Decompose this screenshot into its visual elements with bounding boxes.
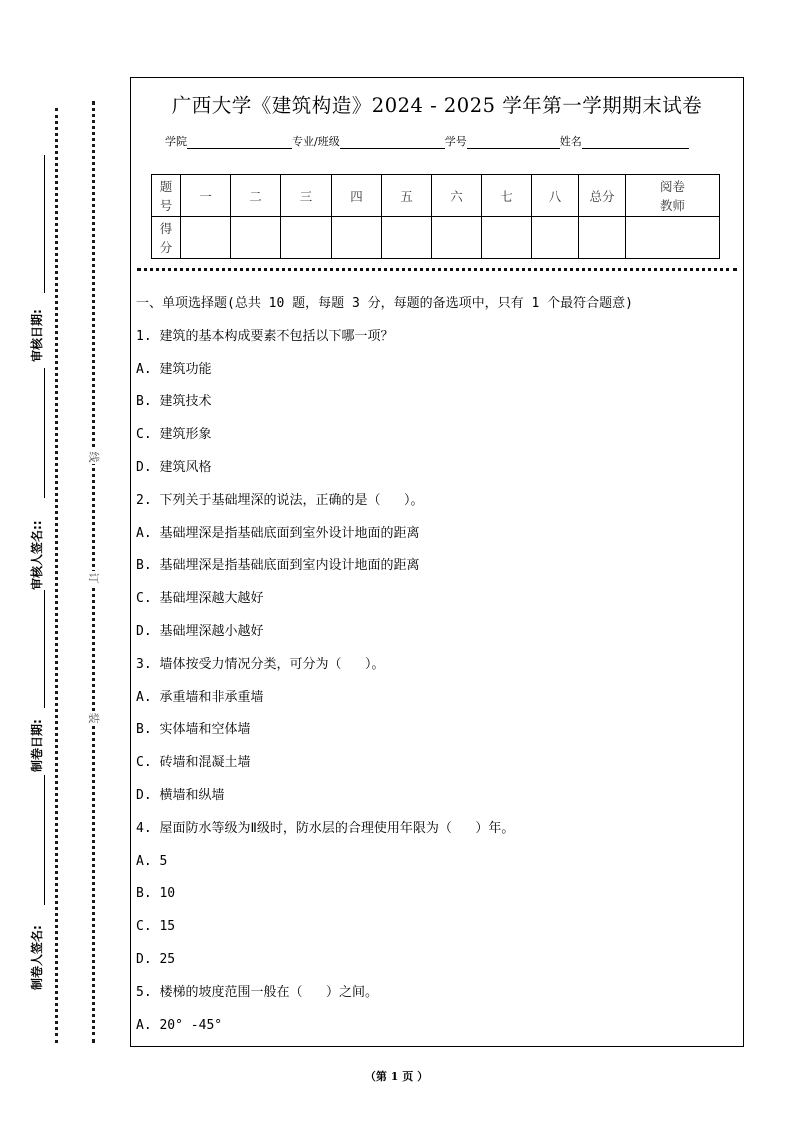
binding-mark-ding: 订 <box>87 572 100 584</box>
question-5: 5. 楼梯的坡度范围一般在（ ）之间。 <box>136 984 378 1000</box>
col-header-grading-teacher: 阅卷 教师 <box>626 175 720 217</box>
row-header-score: 得 分 <box>152 217 181 259</box>
question-2-option-c: C. 基础埋深越大越好 <box>136 591 264 607</box>
name-field[interactable] <box>582 136 689 149</box>
question-1-option-a: A. 建筑功能 <box>136 361 212 377</box>
question-3-option-d: D. 横墙和纵墙 <box>136 787 225 803</box>
score-table-header-row <box>152 175 720 217</box>
question-1: 1. 建筑的基本构成要素不包括以下哪一项？ <box>136 328 394 344</box>
question-1-option-b: B. 建筑技术 <box>136 394 212 410</box>
question-3-option-b: B. 实体墙和空体墙 <box>136 722 251 738</box>
section-heading: 一、单项选择题(总共 10 题，每题 3 分，每题的备选项中，只有 1 个最符合题意) <box>136 296 633 311</box>
col-header-4: 四 <box>332 175 382 217</box>
score-cell-2[interactable] <box>231 217 281 259</box>
exam-title: 广西大学《建筑构造》2024 - 2025 学年第一学期期末试卷 <box>171 94 703 117</box>
name-label: 姓名 <box>559 135 582 148</box>
binding-mark-xian: 线 <box>87 451 100 463</box>
col-header-total: 总分 <box>579 175 626 217</box>
question-4-option-d: D. 25 <box>136 951 176 967</box>
score-table-score-row <box>152 217 720 259</box>
reviewer-signature-line[interactable] <box>44 368 45 498</box>
score-cell-8[interactable] <box>532 217 579 259</box>
question-3-option-a: A. 承重墙和非承重墙 <box>136 689 264 705</box>
question-2-option-b: B. 基础埋深是指基础底面到室内设计地面的距离 <box>136 558 420 574</box>
major-class-label: 专业/班级 <box>292 135 340 148</box>
question-5-option-a: A. 20° -45° <box>136 1017 223 1033</box>
score-cell-3[interactable] <box>281 217 332 259</box>
question-2-option-a: A. 基础埋深是指基础底面到室外设计地面的距离 <box>136 525 420 541</box>
col-header-8: 八 <box>532 175 579 217</box>
question-1-option-c: C. 建筑形象 <box>136 427 212 443</box>
row-header-question-no: 题 号 <box>152 175 181 217</box>
col-header-2: 二 <box>231 175 281 217</box>
page-number: （第 1 页 ） <box>364 1070 429 1083</box>
col-header-7: 七 <box>482 175 532 217</box>
binding-dotted-line-outer <box>55 108 58 1043</box>
major-class-field[interactable] <box>340 136 445 149</box>
prepare-date-line[interactable] <box>44 590 45 708</box>
student-id-field[interactable] <box>467 136 560 149</box>
binding-mark-zhuang: 装 <box>87 712 100 724</box>
student-info-row <box>165 133 689 149</box>
college-field[interactable] <box>187 136 292 149</box>
question-4-option-c: C. 15 <box>136 919 176 935</box>
question-1-option-d: D. 建筑风格 <box>136 459 212 475</box>
question-4: 4. 屋面防水等级为Ⅱ级时，防水层的合理使用年限为（ ）年。 <box>136 820 515 836</box>
col-header-6: 六 <box>432 175 482 217</box>
preparer-signature-line[interactable] <box>44 775 45 905</box>
score-cell-1[interactable] <box>181 217 231 259</box>
question-2: 2. 下列关于基础埋深的说法，正确的是（ ）。 <box>136 492 424 508</box>
student-id-label: 学号 <box>444 135 467 148</box>
score-cell-5[interactable] <box>382 217 432 259</box>
score-cell-teacher[interactable] <box>626 217 720 259</box>
col-header-5: 五 <box>382 175 432 217</box>
dotted-separator <box>137 268 737 271</box>
question-content <box>136 288 733 1042</box>
score-cell-7[interactable] <box>482 217 532 259</box>
score-table <box>151 174 720 259</box>
score-cell-6[interactable] <box>432 217 482 259</box>
college-label: 学院 <box>165 135 187 148</box>
question-3-option-c: C. 砖墙和混凝土墙 <box>136 755 251 771</box>
score-cell-total[interactable] <box>579 217 626 259</box>
question-3: 3. 墙体按受力情况分类，可分为（ ）。 <box>136 656 385 672</box>
question-2-option-d: D. 基础埋深越小越好 <box>136 623 264 639</box>
question-4-option-b: B. 10 <box>136 886 176 902</box>
question-4-option-a: A. 5 <box>136 853 168 869</box>
score-cell-4[interactable] <box>332 217 382 259</box>
col-header-3: 三 <box>281 175 332 217</box>
review-date-line[interactable] <box>44 155 45 293</box>
col-header-1: 一 <box>181 175 231 217</box>
exam-paper-frame <box>130 77 744 1047</box>
